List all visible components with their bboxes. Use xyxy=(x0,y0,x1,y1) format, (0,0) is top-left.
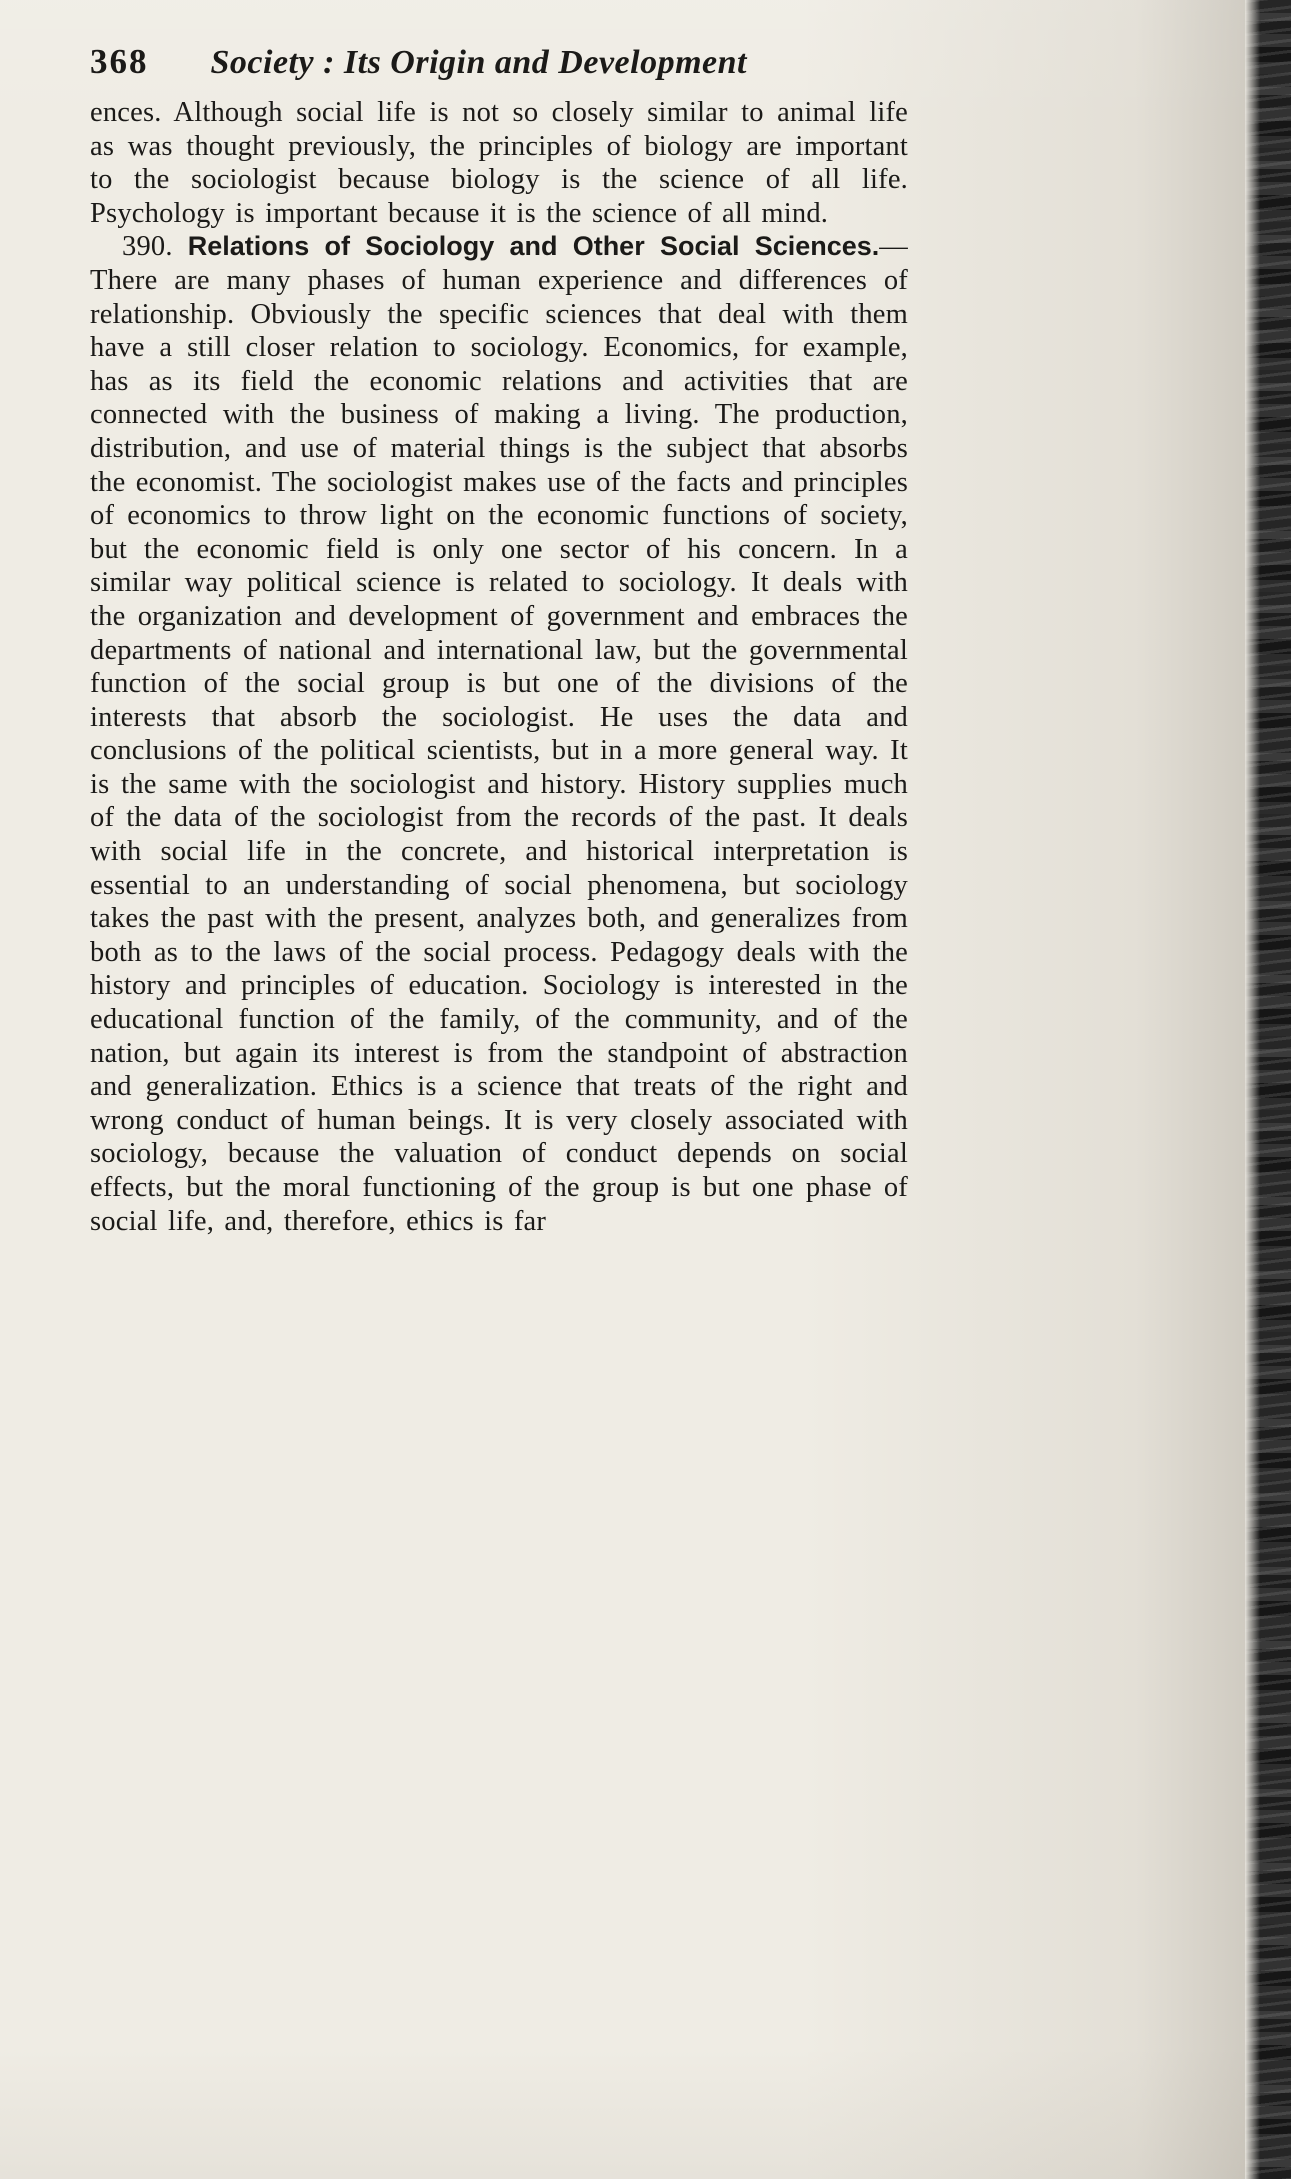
section-paragraph xyxy=(90,230,908,1238)
running-title: Society : Its Origin and Development xyxy=(210,44,747,81)
section-number: 390. xyxy=(122,231,173,263)
page-content xyxy=(90,42,908,1238)
page-number: 368 xyxy=(90,42,149,81)
section-heading: Relations of Sociology and Other Social Sciences. xyxy=(187,231,880,262)
page-header xyxy=(90,42,908,82)
paragraph-continuation: ences. Although social life is not so closely similar to animal life as was thought previously, the principles of biology are important to the sociologist because biology is the science of all life. Psychology is important because it is the science of all mind. xyxy=(90,97,908,229)
scan-edge-shadow xyxy=(1245,0,1291,2179)
section-body: —There are many phases of human experience and differences of relationship. Obviously the specific sciences that deal with them have a still closer relation to sociology. Economics, for example, has as its field the economic relations and activities that are connected with the business of making a living. The production, distribution, and use of material things is the subject that absorbs the economist. The sociologist makes use of the facts and principles of economics to throw light on the economic functions of society, but the economic field is only one sector of his concern. In a similar way political science is related to sociology. It deals with the organization and development of government and embraces the departments of national and international law, but the governmental function of the social group is but one of the divisions of the interests that absorb the sociologist. He uses the data and conclusions of the political scientists, but in a more general way. It is the same with the sociologist and history. History supplies much of the data of the sociologist from the records of the past. It deals with social life in the concrete, and historical interpretation is essential to an understanding of social phenomena, but sociology takes the past with the present, analyzes both, and generalizes from both as to the laws of the social process. Pedagogy deals with the history and principles of education. Sociology is interested in the educational function of the family, of the community, and of the nation, but again its interest is from the standpoint of abstraction and generalization. Ethics is a science that treats of the right and wrong conduct of human beings. It is very closely associated with sociology, because the valuation of conduct depends on social effects, but the moral functioning of the group is but one phase of social life, and, therefore, ethics is far xyxy=(90,231,908,1237)
